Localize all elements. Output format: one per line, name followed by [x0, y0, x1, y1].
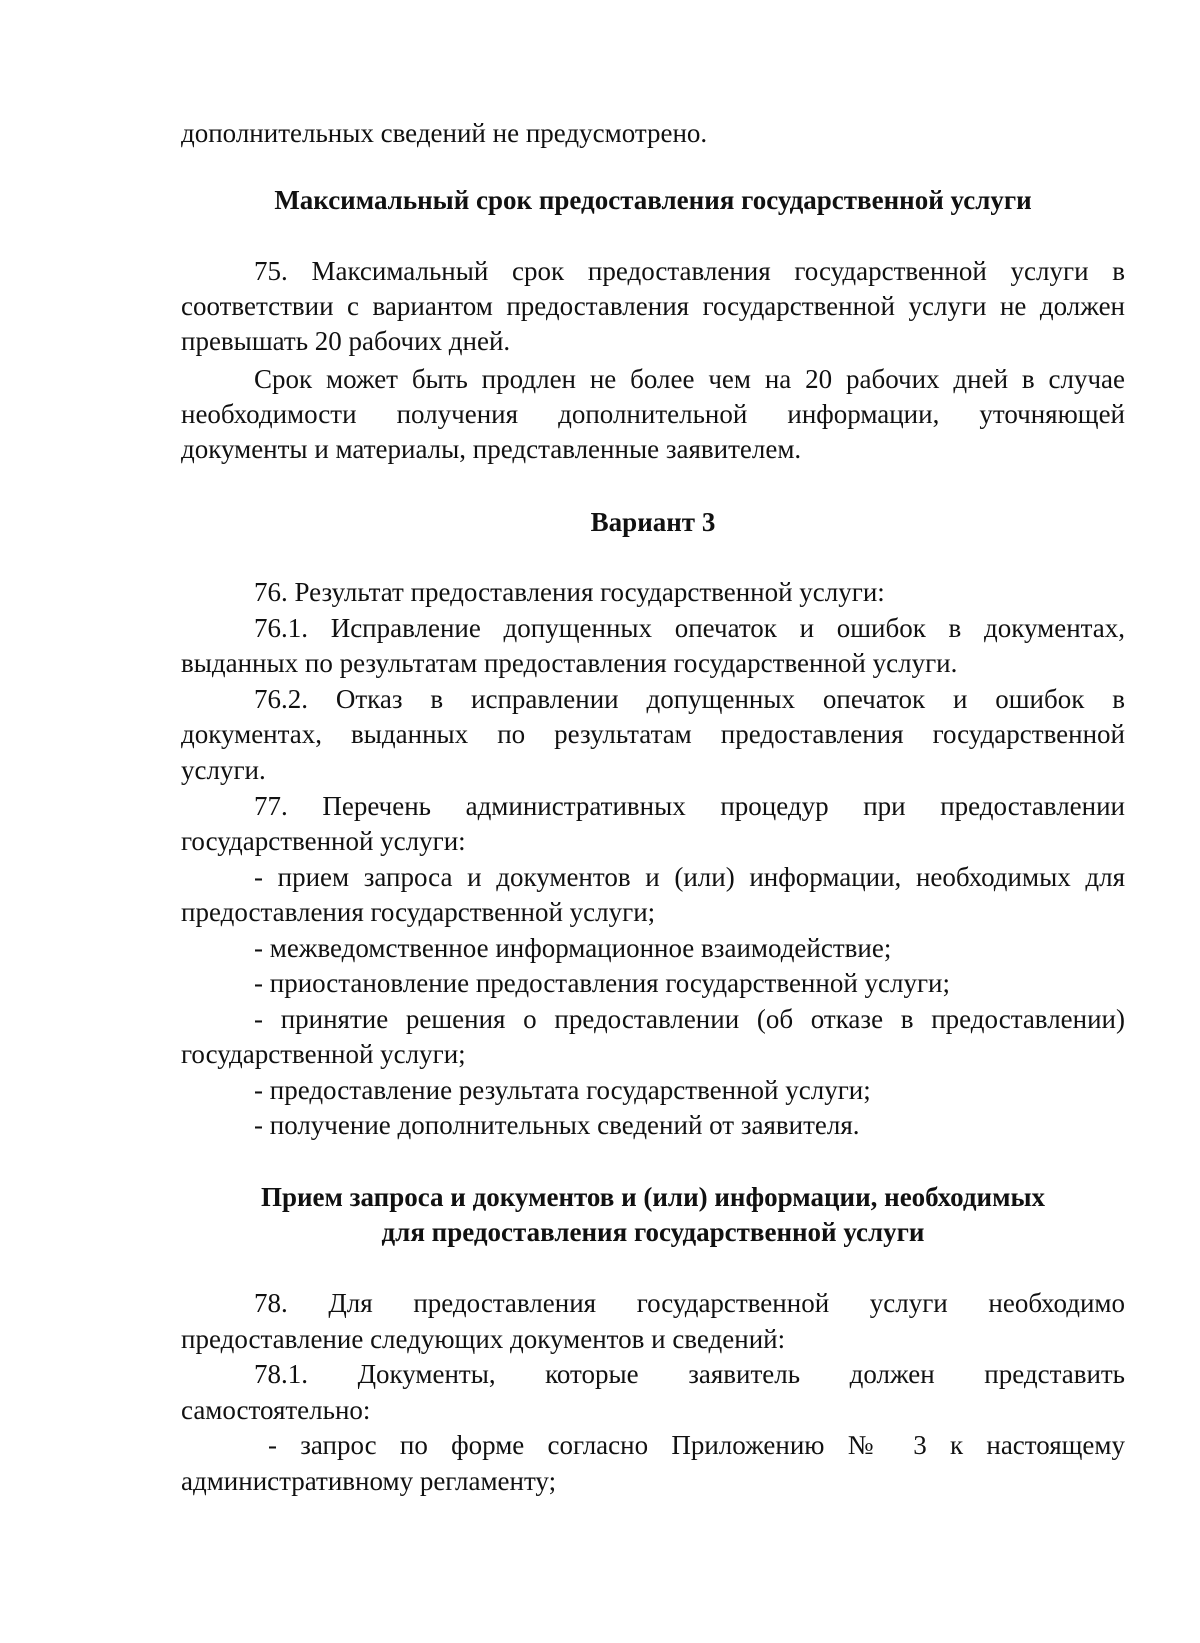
text-line: необходимости получения дополнительной информации, уточняющей [181, 399, 1125, 429]
text-line: предоставление следующих документов и сведений: [181, 1324, 786, 1354]
section-heading: Максимальный срок предоставления государственной услуги [274, 185, 1032, 215]
text-line: 78.1. Документы, которые заявитель должен представить [254, 1359, 1125, 1389]
text-line: услуги. [181, 755, 266, 785]
text-line: 76.2. Отказ в исправлении допущенных опечаток и ошибок в [254, 684, 1125, 714]
section-heading: для предоставления государственной услуги [381, 1217, 925, 1247]
text-line: 75. Максимальный срок предоставления государственной услуги в [254, 256, 1125, 286]
text-line: соответствии с вариантом предоставления государственной услуги не должен [181, 291, 1125, 321]
text-line: 76. Результат предоставления государственной услуги: [254, 577, 885, 607]
text-line: 77. Перечень административных процедур при предоставлении [254, 791, 1125, 821]
text-line: выданных по результатам предоставления государственной услуги. [181, 648, 958, 678]
list-item: - предоставление результата государственной услуги; [254, 1075, 871, 1105]
list-item: - получение дополнительных сведений от заявителя. [254, 1110, 860, 1140]
text-line: предоставления государственной услуги; [181, 897, 656, 927]
text-line: Срок может быть продлен не более чем на 20 рабочих дней в случае [254, 364, 1125, 394]
text-line: 78. Для предоставления государственной услуги необходимо [254, 1288, 1125, 1318]
list-item: - прием запроса и документов и (или) информации, необходимых для [254, 862, 1125, 892]
text-line: превышать 20 рабочих дней. [181, 326, 511, 356]
text-line: самостоятельно: [181, 1395, 371, 1425]
text-line: 76.1. Исправление допущенных опечаток и ошибок в документах, [254, 613, 1125, 643]
section-heading: Прием запроса и документов и (или) информации, необходимых [260, 1182, 1046, 1212]
list-item: - межведомственное информационное взаимодействие; [254, 933, 892, 963]
text-line: административному регламенту; [181, 1466, 557, 1496]
text-line: документах, выданных по результатам предоставления государственной [181, 719, 1125, 749]
section-heading: Вариант 3 [590, 507, 716, 537]
list-item: - принятие решения о предоставлении (об отказе в предоставлении) [254, 1004, 1125, 1034]
text-line: государственной услуги: [181, 826, 466, 856]
text-line: документы и материалы, представленные заявителем. [181, 434, 802, 464]
list-item: - приостановление предоставления государственной услуги; [254, 968, 951, 998]
text-line: дополнительных сведений не предусмотрено. [181, 118, 708, 148]
list-item: - запрос по форме согласно Приложению № 3 к настоящему [268, 1430, 1125, 1460]
text-line: государственной услуги; [181, 1039, 466, 1069]
